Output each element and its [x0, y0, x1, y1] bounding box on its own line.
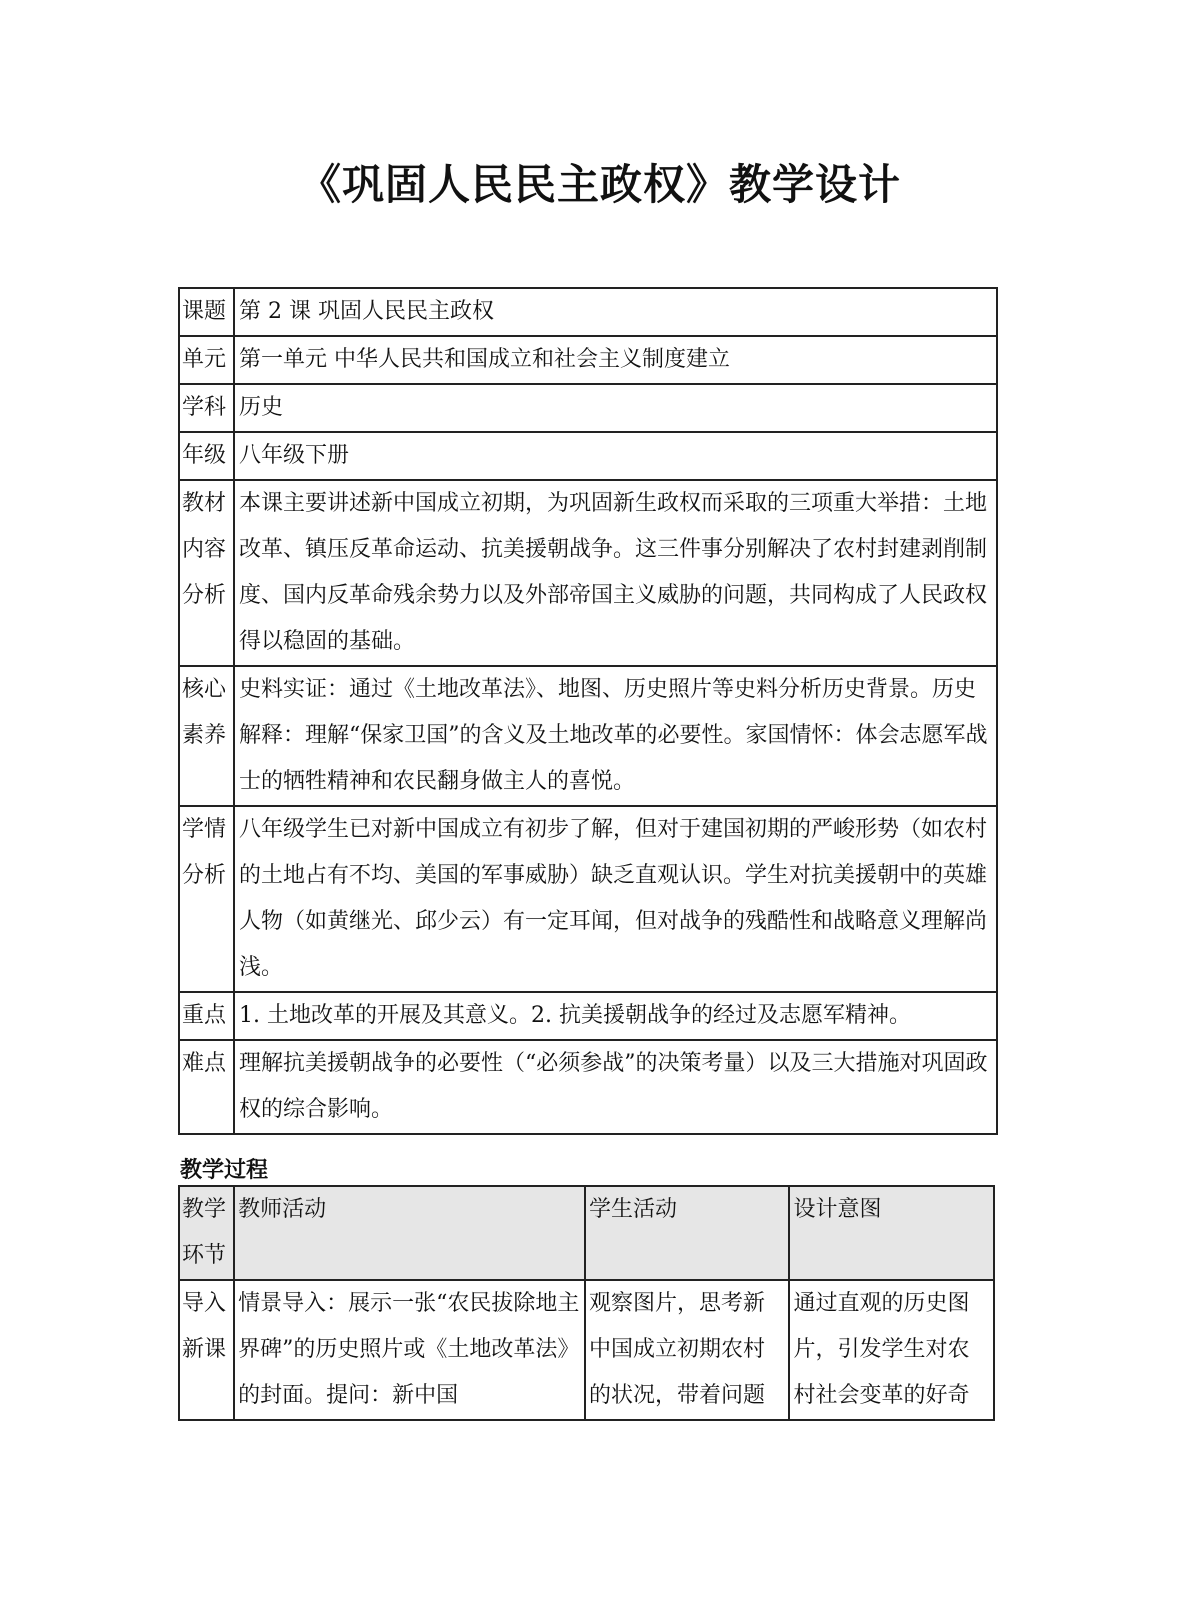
info-value: 史料实证：通过《土地改革法》、地图、历史照片等史料分析历史背景。历史解释：理解“保家卫国”的含义及土地改革的必要性。家国情怀：体会志愿军战士的牺牲精神和农民翻身做主人的喜悦。 — [234, 666, 997, 806]
info-value: 1. 土地改革的开展及其意义。2. 抗美援朝战争的经过及志愿军精神。 — [234, 992, 997, 1040]
process-heading: 教学过程 — [180, 1158, 269, 1183]
info-label: 难点 — [179, 1040, 234, 1134]
info-label: 重点 — [179, 992, 234, 1040]
teaching-process-table — [178, 1185, 995, 1421]
info-row-unit — [179, 336, 997, 384]
teacher-activity-cell — [234, 1280, 585, 1420]
process-row — [179, 1280, 994, 1420]
info-value: 八年级学生已对新中国成立有初步了解，但对于建国初期的严峻形势（如农村的土地占有不均、美国的军事威胁）缺乏直观认识。学生对抗美援朝中的英雄人物（如黄继光、邱少云）有一定耳闻，但对战争的残酷性和战略意义理解尚浅。 — [234, 806, 997, 992]
info-label: 单元 — [179, 336, 234, 384]
teacher-activity-text: 情景导入：展示一张“农民拔除地主界碑”的历史照片或《土地改革法》的封面。提问：新中国 — [238, 1291, 580, 1408]
info-label: 核心素养 — [179, 666, 234, 806]
info-row-subject-title — [179, 288, 997, 336]
info-row-content-analysis — [179, 480, 997, 666]
stage-cell — [179, 1280, 234, 1420]
info-value: 历史 — [234, 384, 997, 432]
info-label: 学科 — [179, 384, 234, 432]
info-row-key-points — [179, 992, 997, 1040]
info-row-grade — [179, 432, 997, 480]
column-header: 教学环节 — [179, 1186, 234, 1280]
info-row-difficulties — [179, 1040, 997, 1134]
process-header-row — [179, 1186, 994, 1280]
stage-text: 导入新课 — [182, 1291, 227, 1362]
info-row-discipline — [179, 384, 997, 432]
info-value: 第一单元 中华人民共和国成立和社会主义制度建立 — [234, 336, 997, 384]
info-label: 学情分析 — [179, 806, 234, 992]
info-label: 教材内容分析 — [179, 480, 234, 666]
column-header: 学生活动 — [585, 1186, 790, 1280]
info-label: 年级 — [179, 432, 234, 480]
info-row-core-literacy — [179, 666, 997, 806]
info-value: 本课主要讲述新中国成立初期，为巩固新生政权而采取的三项重大举措：土地改革、镇压反革命运动、抗美援朝战争。这三件事分别解决了农村封建剥削制度、国内反革命残余势力以及外部帝国主义威胁的问题，共同构成了人民政权得以稳固的基础。 — [234, 480, 997, 666]
info-label: 课题 — [179, 288, 234, 336]
column-header: 教师活动 — [234, 1186, 585, 1280]
design-intent-cell — [789, 1280, 994, 1420]
student-activity-cell — [585, 1280, 790, 1420]
page-title: 《巩固人民民主政权》教学设计 — [298, 160, 901, 209]
info-value: 八年级下册 — [234, 432, 997, 480]
column-header: 设计意图 — [789, 1186, 994, 1280]
info-value: 理解抗美援朝战争的必要性（“必须参战”的决策考量）以及三大措施对巩固政权的综合影响。 — [234, 1040, 997, 1134]
info-value: 第 2 课 巩固人民民主政权 — [234, 288, 997, 336]
student-activity-text: 观察图片，思考新中国成立初期农村的状况，带着问题 — [588, 1291, 765, 1408]
info-row-student-analysis — [179, 806, 997, 992]
course-info-table — [178, 287, 998, 1135]
design-intent-text: 通过直观的历史图片，引发学生对农村社会变革的好奇 — [793, 1291, 970, 1408]
